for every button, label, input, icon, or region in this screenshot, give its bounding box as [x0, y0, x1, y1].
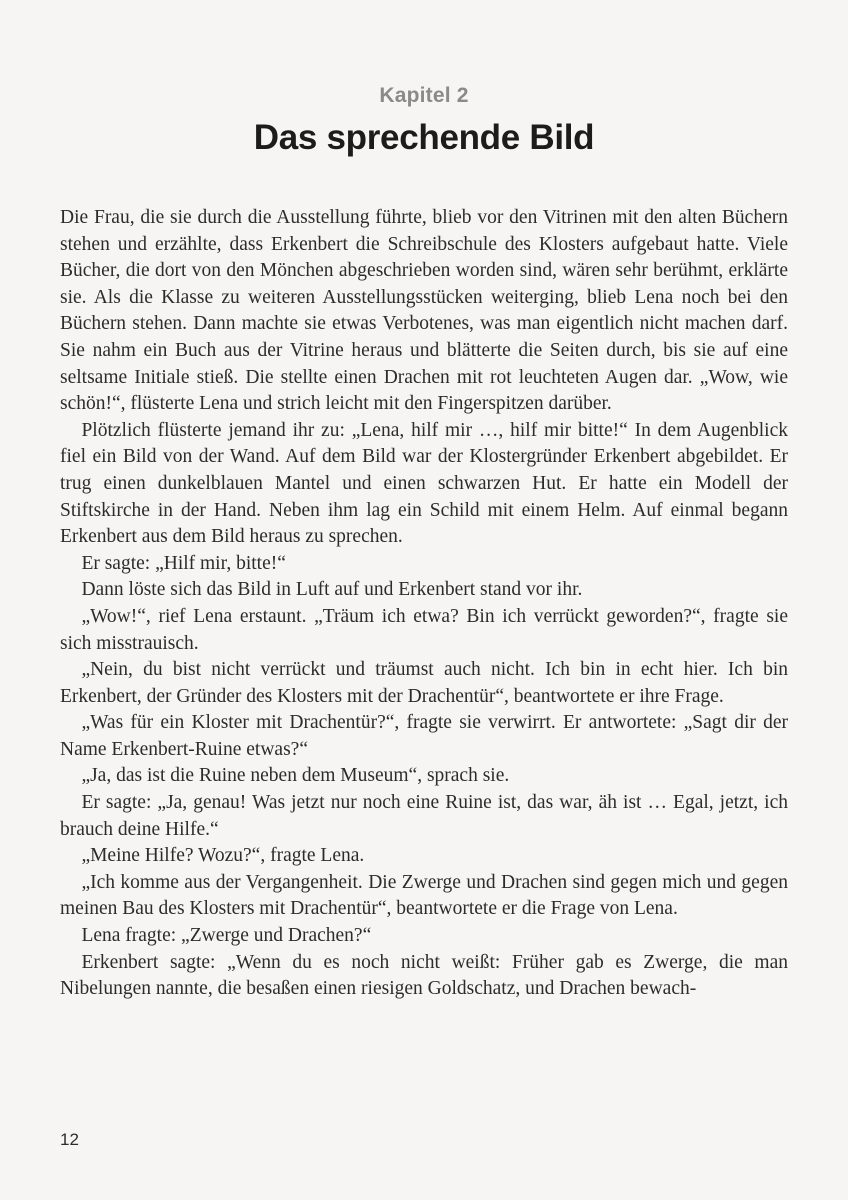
paragraph: Die Frau, die sie durch die Ausstellung führte, blieb vor den Vitrinen mit den alten Büchern stehen und erzählte, dass Erkenbert die Schreibschule des Klosters aufgebaut hatte. Viele Bücher, die dort von den Mönchen abgeschrieben worden sind, wären sehr berühmt, erklärte sie. Als die Klasse zu weiteren Ausstellungsstücken weiterging, blieb Lena noch bei den Büchern stehen. Dann machte sie etwas Verbotenes, was man eigentlich nicht machen darf. Sie nahm ein Buch aus der Vitrine heraus und blätterte die Seiten durch, bis sie auf eine seltsame Initiale stieß. Die stellte einen Drachen mit rot leuchteten Augen dar. „Wow, wie schön!“, flüsterte Lena und strich leicht mit den Fingerspitzen darüber. — [60, 207, 788, 415]
paragraph: „Nein, du bist nicht verrückt und träumst auch nicht. Ich bin in echt hier. Ich bin Erkenbert, der Gründer des Klosters mit der Drachentür“, beantwortete er ihre Frage. — [60, 659, 788, 707]
paragraph: „Ja, das ist die Ruine neben dem Museum“, sprach sie. — [81, 765, 510, 787]
paragraph: Plötzlich flüsterte jemand ihr zu: „Lena, hilf mir …, hilf mir bitte!“ In dem Augenblick fiel ein Bild von der Wand. Auf dem Bild war der Klostergründer Erkenbert abgebildet. Er trug einen dunkelblauen Mantel und einen schwarzen Hut. Er hatte ein Modell der Stiftskirche in der Hand. Neben ihm lag ein Schild mit einem Helm. Auf einmal begann Erkenbert aus dem Bild heraus zu sprechen. — [60, 419, 788, 548]
paragraph: Lena fragte: „Zwerge und Drachen?“ — [81, 925, 372, 947]
paragraph: Erkenbert sagte: „Wenn du es noch nicht weißt: Früher gab es Zwerge, die man Nibelungen nannte, die besaßen einen riesigen Goldschatz, und Drachen bewach- — [60, 951, 788, 1000]
body-text — [60, 205, 788, 1003]
page-number: 12 — [60, 1130, 79, 1149]
chapter-kicker: Kapitel 2 — [379, 84, 469, 107]
paragraph: „Was für ein Kloster mit Drachentür?“, fragte sie verwirrt. Er antwortete: „Sagt dir der Name Erkenbert-Ruine etwas?“ — [60, 712, 788, 760]
chapter-title: Das sprechende Bild — [253, 118, 595, 157]
chapter-header — [0, 84, 848, 158]
paragraph: „Wow!“, rief Lena erstaunt. „Träum ich etwa? Bin ich verrückt geworden?“, fragte sie sich misstrauisch. — [60, 605, 788, 654]
paragraph: Er sagte: „Ja, genau! Was jetzt nur noch eine Ruine ist, das war, äh ist … Egal, jetzt, ich brauch deine Hilfe.“ — [60, 792, 788, 840]
paragraph: Er sagte: „Hilf mir, bitte!“ — [81, 552, 286, 574]
paragraph: „Meine Hilfe? Wozu?“, fragte Lena. — [81, 845, 365, 867]
paragraph: „Ich komme aus der Vergangenheit. Die Zwerge und Drachen sind gegen mich und gegen meinen Bau des Klosters mit Drachentür“, beantwortete er die Frage von Lena. — [60, 871, 788, 920]
paragraph: Dann löste sich das Bild in Luft auf und Erkenbert stand vor ihr. — [81, 579, 583, 601]
